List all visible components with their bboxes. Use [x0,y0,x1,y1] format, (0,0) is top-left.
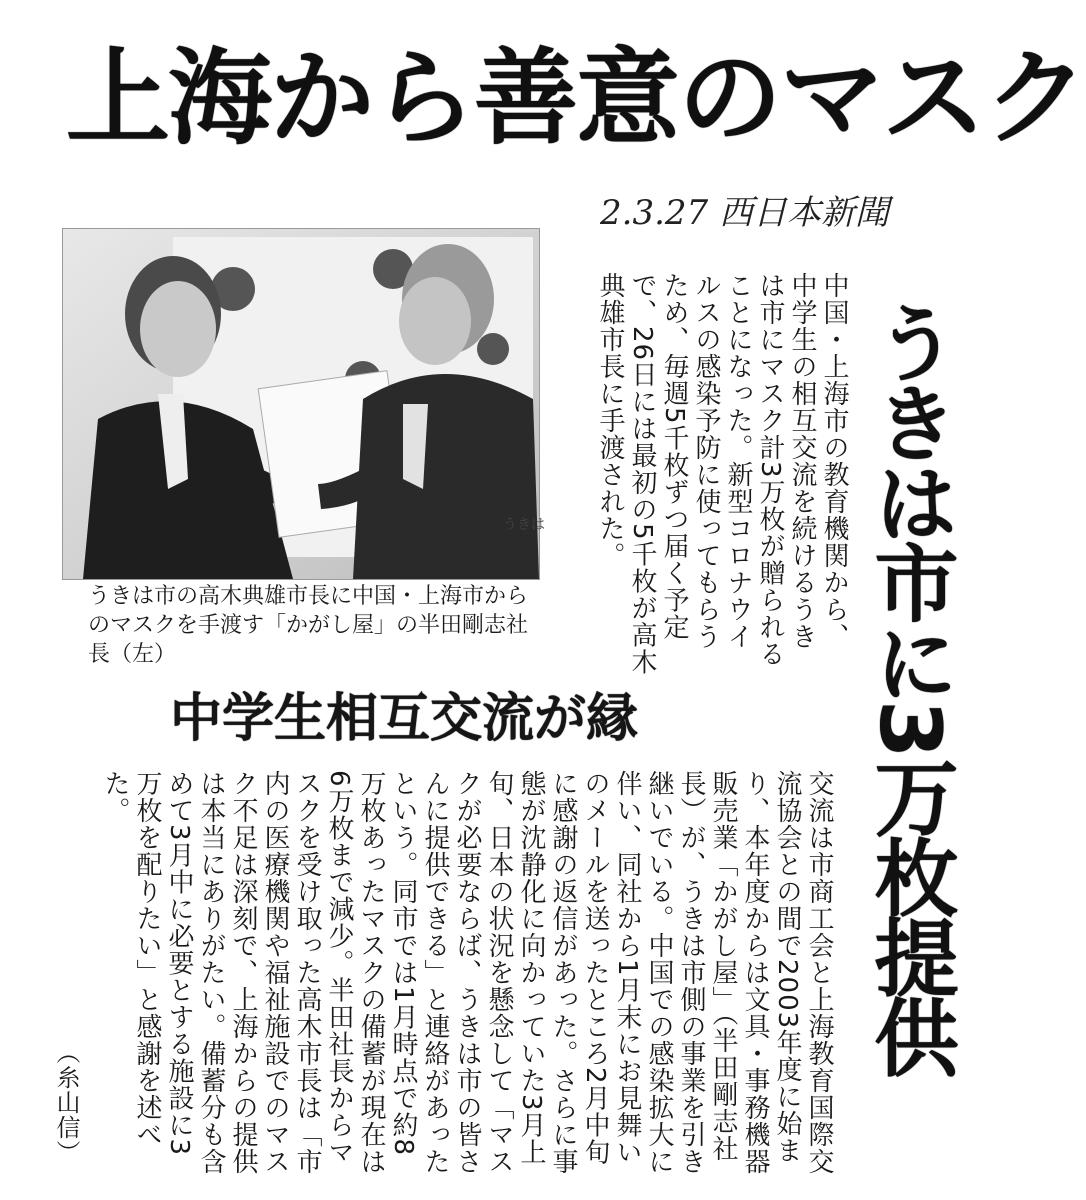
byline: （糸山信） [52,1040,80,1165]
dateline: 2.3.27 西日本新聞 [600,193,889,233]
subheadline-mid: 中学生相互交流が縁 [170,689,639,749]
background-sign: うきは [503,517,545,533]
body-text: 交流は市商工会と上海教育国際交流協会との間で2003年度に始まり、本年度からは文具・事務機器販売業「かがし屋」（半田剛志社長）が、うきは市側の事業を引き継いでいる。中国での感染拡大に伴い、同社から1月末にお見舞いのメールを送ったところ2月中旬に感謝の返信があった。さらに事態が沈静化に向かっていた3月上旬、日本の状況を懸念して「マスクが必要ならば、うきは市の皆さんに提供できる」と連絡があったという。同市では1月時点で約8万枚あったマスクの備蓄が現在は6万枚まで減少。半田社長からマスクを受け取った高木市長は「市内の医療機関や福祉施設でのマスク不足は深刻で、上海からの提供は本当にありがたい。備蓄分も含めて3月中に必要とする施設に3万枚を配りたい」と感謝を述べた。 [100,770,834,1175]
subheadline-right: うきは市に3万枚提供 [861,300,959,1075]
photo-caption: うきは市の高木典雄市長に中国・上海市からのマスクを手渡す「かがし屋」の半田剛志社長（左） [88,584,529,667]
photo-illustration [63,229,545,579]
headline: 上海から善意のマスク [66,37,1086,159]
lead-text: 中国・上海市の教育機関から、中学生の相互交流を続けるうきは市にマスク計3万枚が贈られることになった。新型コロナウイルスの感染予防に使ってもらうため、毎週5千枚ずつ届く予定で、26日には最初の5千枚が高木典雄市長に手渡された。 [595,272,849,676]
photo [62,228,545,580]
